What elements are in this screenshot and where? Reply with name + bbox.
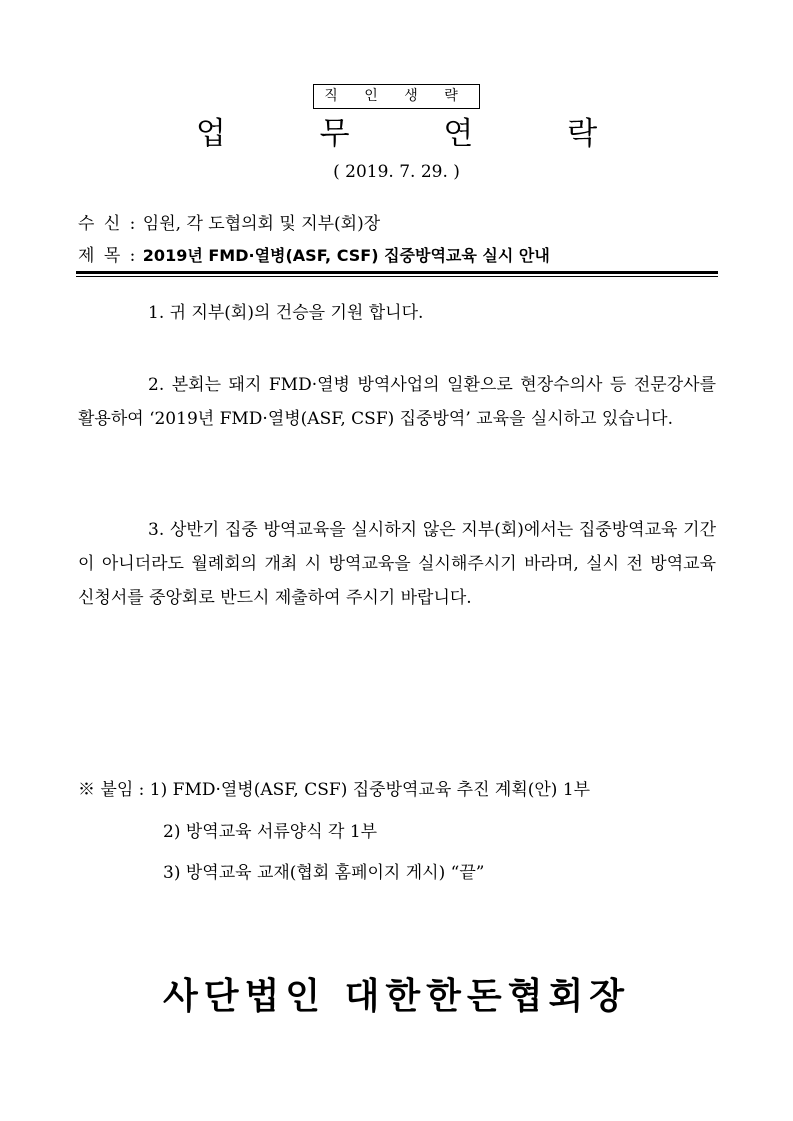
- subject-label: 제 목 :: [78, 246, 138, 266]
- recipient-label: 수 신 :: [78, 214, 138, 234]
- paragraph-2: 2. 본회는 돼지 FMD·열병 방역사업의 일환으로 현장수의사 등 전문강사를 활용하여 ‘2019년 FMD·열병(ASF, CSF) 집중방역’ 교육을 실시하고 있습니다.: [78, 375, 716, 429]
- header-divider-thick: [76, 271, 718, 274]
- attachment-text-1: 1) FMD·열병(ASF, CSF) 집중방역교육 추진 계획(안) 1부: [149, 780, 591, 800]
- stamp-area: [0, 84, 793, 109]
- sender-signature: 사단법인 대한한돈협회장: [162, 976, 631, 1017]
- attachment-item-2: 2) 방역교육 서류양식 각 1부: [163, 822, 378, 842]
- subject-value: 2019년 FMD·열병(ASF, CSF) 집중방역교육 실시 안내: [142, 246, 550, 265]
- seal-omitted-stamp: 직 인 생 략: [313, 84, 479, 109]
- header-divider-thin: [76, 276, 718, 277]
- attachment-item-3: 3) 방역교육 교재(협회 홈페이지 게시) “끝”: [163, 863, 485, 883]
- document-date: ( 2019. 7. 29. ): [333, 162, 460, 182]
- recipient-value: 임원, 각 도협의회 및 지부(회)장: [142, 214, 381, 234]
- attachment-item-1: [78, 778, 590, 802]
- paragraph-3: 3. 상반기 집중 방역교육을 실시하지 않은 지부(회)에서는 집중방역교육 기간이 아니더라도 월례회의 개최 시 방역교육을 실시해주시기 바라며, 실시 전 방역교육 신청서를 중앙회로 반드시 제출하여 주시기 바랍니다.: [78, 520, 716, 608]
- attachment-label: ※ 붙임 :: [78, 780, 145, 800]
- document-title: 업 무 연 락: [195, 116, 640, 152]
- paragraph-1: 1. 귀 지부(회)의 건승을 기원 합니다.: [148, 303, 424, 323]
- recipient-row: [78, 212, 380, 236]
- subject-row: [78, 244, 550, 268]
